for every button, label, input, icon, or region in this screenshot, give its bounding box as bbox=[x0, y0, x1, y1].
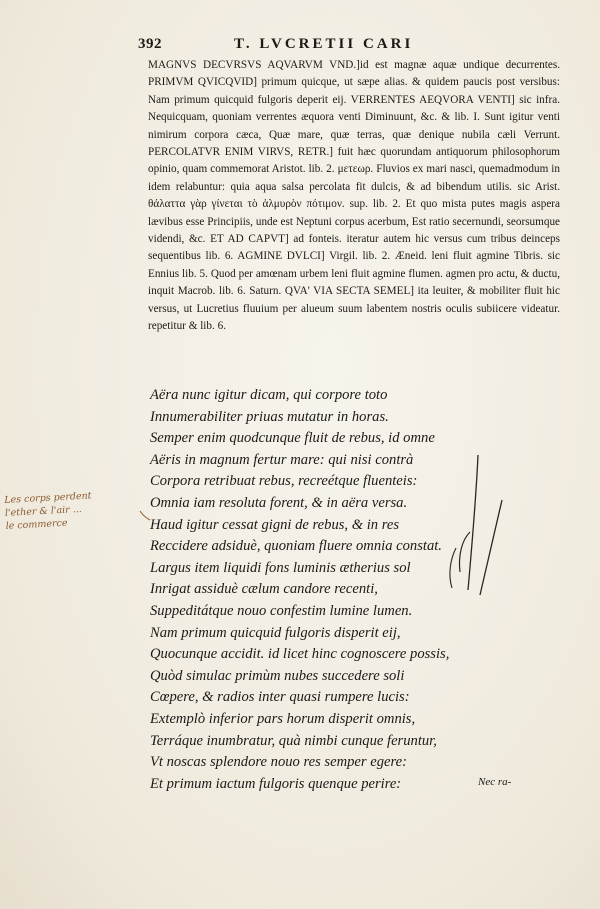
verse-line: Innumerabiliter priuas mutatur in horas. bbox=[150, 408, 389, 425]
page-header bbox=[138, 36, 560, 53]
verse-line: Nam primum quicquid fulgoris disperit eij, bbox=[150, 624, 401, 641]
running-head: T. LVCRETII CARI bbox=[234, 36, 414, 52]
marginalia-line: le commerce bbox=[5, 517, 68, 532]
verse-line: Vt noscas splendore nouo res semper egere: bbox=[150, 754, 407, 771]
marginalia-line: l'ether & l'air ... bbox=[4, 503, 83, 519]
catchword: Nec ra- bbox=[478, 776, 512, 788]
handwritten-marginalia bbox=[4, 486, 156, 533]
verse-line: Corpora retribuat rebus, recreétque fluenteis: bbox=[150, 473, 418, 490]
marginalia-line: Les corps perdent bbox=[4, 490, 92, 506]
verse-line: Quocunque accidit. id licet hinc cognoscere possis, bbox=[150, 646, 450, 663]
commentary-paragraph: MAGNVS DECVRSVS AQVARVM VND.]id est magnæ aquæ undique decurrentes. PRIMVM QVICQVID] primum quicque, ut sæpe alias. & quidem paucis post versibus: Nam primum quicquid fulgoris deperit eij. VERRENTES AEQVORA VENTI] sic infra. Nequicquam, quoniam verrentes æquora venti Diminuunt, &c. & lib. I. Sunt igitur venti nimirum corpora cæca, Quæ mare, quæ terras, quæ denique nubila cæli Verrunt. PERCOLATVR ENIM VIRVS, RETR.] fuit hæc quorundam antiquorum philosophorum opinio, quam commemorat Aristot. lib. 2. μετεωρ. Fluvios ex mari nasci, quemadmodum in idem relabuntur: quia aqua salsa percolata fit dulcis, & ad bibendum utilis. sic Arist. θάλαττα γὰρ γίνεται τὸ ἁλμυρὸν πότιμον. sup. lib. 2. Et quo mista putes magis aspera lævibus esse Principiis, unde est Neptuni corpus acerbum, Est ratio secernundi, seorsumque videndi, &c. ET AD CAPVT] ad fonteis. iteratur autem hic versus cum tribus deinceps sequentibus lib. 6. AGMINE DVLCI] Virgil. lib. 2. Æneid. leni fluit agmine Tibris. sic Ennius lib. 5. Quod per amœnam urbem leni fluit agmine flumen. agmen pro actu, & ductu, inquit Macrob. lib. 6. Saturn. QVA' VIA SECTA SEMEL] ita leuiter, & mobiliter fluit hic versus, ut Lucretius fluuium per alueum suum labentem nostris oculis subiicere videatur. repetitur & lib. 6. bbox=[148, 59, 560, 333]
commentary-block bbox=[148, 57, 560, 336]
verse-line: Haud igitur cessat gigni de rebus, & in res bbox=[150, 516, 400, 533]
verse-line: Omnia iam resoluta forent, & in aëra versa. bbox=[150, 494, 408, 511]
verse-line: Quòd simulac primùm nubes succedere soli bbox=[150, 667, 405, 684]
verse-line: Inrigat assiduè cælum candore recenti, bbox=[150, 581, 378, 598]
verse-line: Largus item liquidi fons luminis ætherius sol bbox=[150, 559, 411, 576]
verse-line: Semper enim quodcunque fluit de rebus, id omne bbox=[150, 430, 435, 447]
page-number: 392 bbox=[138, 36, 162, 52]
verse-block bbox=[150, 385, 490, 795]
verse-line: Suppeditátque nouo confestim lumine lumen. bbox=[150, 602, 413, 619]
verse-line: Cœpere, & radios inter quasi rumpere lucis: bbox=[150, 689, 410, 706]
verse-line: Reccidere adsiduè, quoniam fluere omnia constat. bbox=[150, 538, 442, 555]
verse-line: Aëra nunc igitur dicam, qui corpore toto bbox=[150, 387, 388, 403]
verse-line: Et primum iactum fulgoris quenque perire: bbox=[150, 775, 402, 792]
verse-line: Aëris in magnum fertur mare: qui nisi contrà bbox=[150, 451, 414, 468]
verse-line: Extemplò inferior pars horum disperit omnis, bbox=[150, 710, 416, 727]
verse-line: Terráque inumbratur, quà nimbi cunque feruntur, bbox=[150, 732, 437, 749]
